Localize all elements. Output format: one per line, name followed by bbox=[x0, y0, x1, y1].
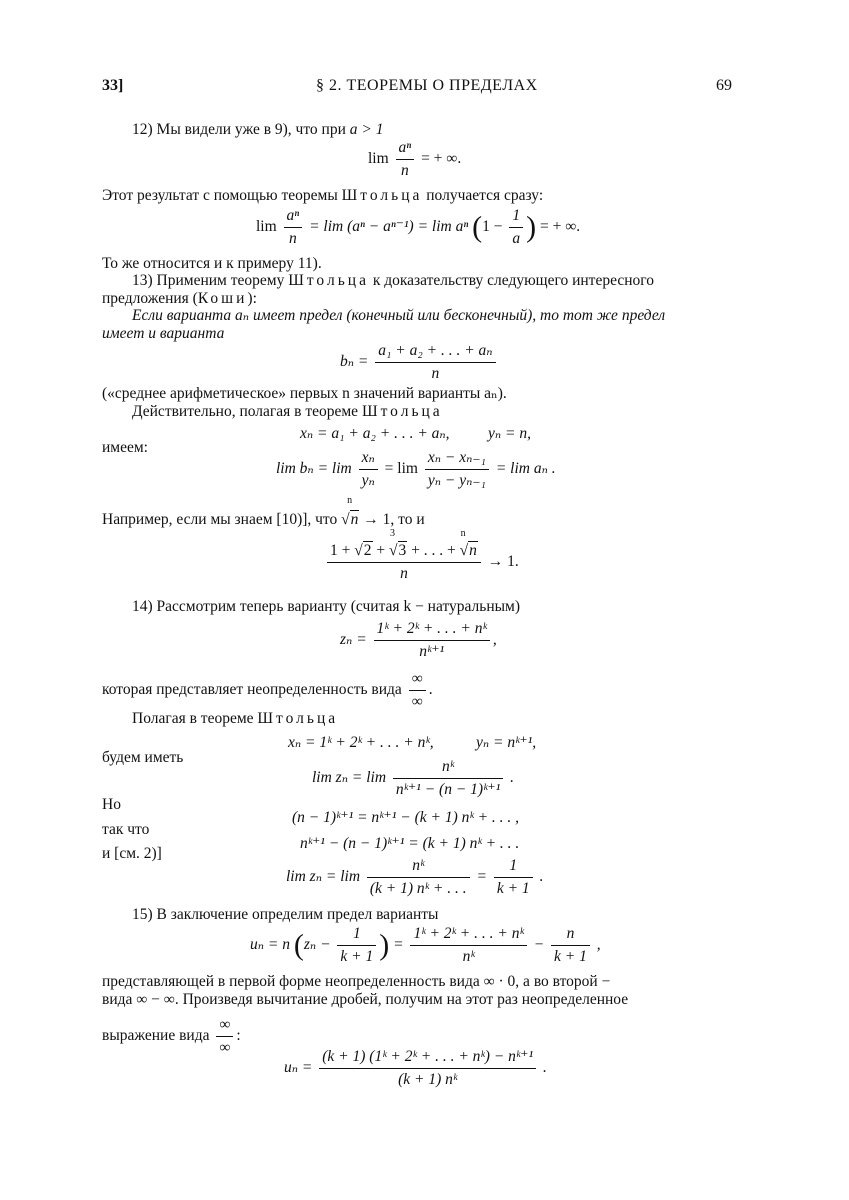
p15-line2: вида ∞ − ∞. Произведя вычитание дробей, получим на этот раз неопределенное bbox=[102, 991, 629, 1008]
p13-bn-formula: bₙ = $\frac{\text{a₁ + a₂ + . . . + aₙ}}{n}$ bbox=[340, 342, 499, 383]
p14-sothat: так что bbox=[102, 821, 150, 838]
p15-line1: представляющей в первой форме неопределенность вида ∞ · 0, а во второй − bbox=[102, 973, 611, 990]
p14-yn: yₙ = nᵏ⁺¹, bbox=[476, 734, 537, 751]
p13-yn-def: yₙ = n, bbox=[488, 425, 531, 442]
p13-indeed: Действительно, полагая в теореме Штольца bbox=[132, 403, 443, 420]
p12-formula-1: lim $\frac{\text{aⁿ}}{n}$ = + ∞. bbox=[368, 139, 462, 179]
p13-line2: предложения (Коши): bbox=[102, 290, 257, 307]
p15-un-formula: uₙ = n (zₙ − $\frac{1}{k + 1}$ ) = $\frac{\text{1ᵏ + 2ᵏ + . . . + nᵏ}}{\text{nᵏ}}$ − $\frac{n}{k + 1}$ , bbox=[250, 925, 601, 965]
p14-xn: xₙ = 1ᵏ + 2ᵏ + . . . + nᵏ, bbox=[288, 734, 434, 751]
p13-theorem-1: Если варианта aₙ имеет предел (конечный или бесконечный), то тот же предел bbox=[132, 307, 666, 324]
p14-exp1: (n − 1)ᵏ⁺¹ = nᵏ⁺¹ − (k + 1) nᵏ + . . . , bbox=[292, 809, 520, 826]
p14-set: Полагая в теореме Штольца bbox=[132, 710, 339, 727]
p15-intro: 15) В заключение определим предел варианты bbox=[132, 906, 439, 923]
p14-and-see: и [см. 2)] bbox=[102, 845, 162, 862]
p13-lim-formula: lim bₙ = lim $\frac{\text{xₙ}}{\text{yₙ}}$ = lim $\frac{\text{xₙ − xₙ₋₁}}{\text{yₙ − yₙ₋₁}}$ = lim aₙ . bbox=[276, 449, 556, 489]
p13-theorem-2: имеет и варианта bbox=[102, 325, 225, 342]
p14-exp2: nᵏ⁺¹ − (n − 1)ᵏ⁺¹ = (k + 1) nᵏ + . . . bbox=[300, 835, 520, 852]
p12-same: То же относится и к примеру 11). bbox=[102, 255, 322, 272]
section-number: 33] bbox=[102, 77, 124, 94]
p14-zn-formula: zₙ = $\frac{\text{1ᵏ + 2ᵏ + . . . + nᵏ}}{\text{nᵏ⁺¹}}$ , bbox=[340, 620, 497, 660]
p13-xn-def: xₙ = a₁ + a₂ + . . . + aₙ, bbox=[300, 425, 450, 442]
p13-mean: («среднее арифметическое» первых n значений варианты aₙ). bbox=[102, 385, 507, 402]
p13-sum-formula: 1 + √2 + 3 √3 + . . . + n √n n → 1. bbox=[324, 542, 519, 583]
p13-have: имеем: bbox=[102, 439, 148, 456]
p14-lim-zn2: lim zₙ = lim $\frac{\text{nᵏ}}{\text{(k + 1) nᵏ + . . .}}$ = $\frac{1}{k + 1}$ . bbox=[286, 857, 544, 897]
p15-final-formula: uₙ = $\frac{\text{(k + 1) (1ᵏ + 2ᵏ + . . . + nᵏ) − nᵏ⁺¹}}{\text{(k + 1) nᵏ}}$ . bbox=[284, 1048, 547, 1088]
p14-will-have: будем иметь bbox=[102, 749, 184, 766]
p14-lim-zn: lim zₙ = lim $\frac{\text{nᵏ}}{\text{nᵏ⁺¹ − (n − 1)ᵏ⁺¹}}$ . bbox=[312, 758, 515, 798]
running-title: § 2. ТЕОРЕМЫ О ПРЕДЕЛАХ bbox=[316, 77, 538, 94]
p14-intro: 14) Рассмотрим теперь варианту (считая k − натуральным) bbox=[132, 598, 521, 615]
page-number: 69 bbox=[716, 77, 732, 94]
p12-intro: 12) Мы видели уже в 9), что при a > 1 bbox=[132, 121, 384, 138]
p15-line3: выражение вида $\frac{\infty}{\infty}$ : bbox=[102, 1016, 241, 1056]
p13-example: Например, если мы знаем [10)], что n √n → 1, то и bbox=[102, 495, 425, 528]
p14-but: Но bbox=[102, 796, 121, 813]
p14-indef: которая представляет неопределенность вида $\frac{\infty}{\infty}$ . bbox=[102, 670, 433, 710]
p13-intro: 13) Применим теорему Штольца к доказательству следующего интересного bbox=[132, 272, 654, 289]
p12-text: Этот результат с помощью теоремы Штольца получается сразу: bbox=[102, 187, 544, 204]
p12-formula-2: lim $\frac{\text{aⁿ}}{n}$ = lim (aⁿ − aⁿ⁻¹) = lim aⁿ (1 − $\frac{1}{a}$ ) = + ∞. bbox=[256, 207, 581, 247]
